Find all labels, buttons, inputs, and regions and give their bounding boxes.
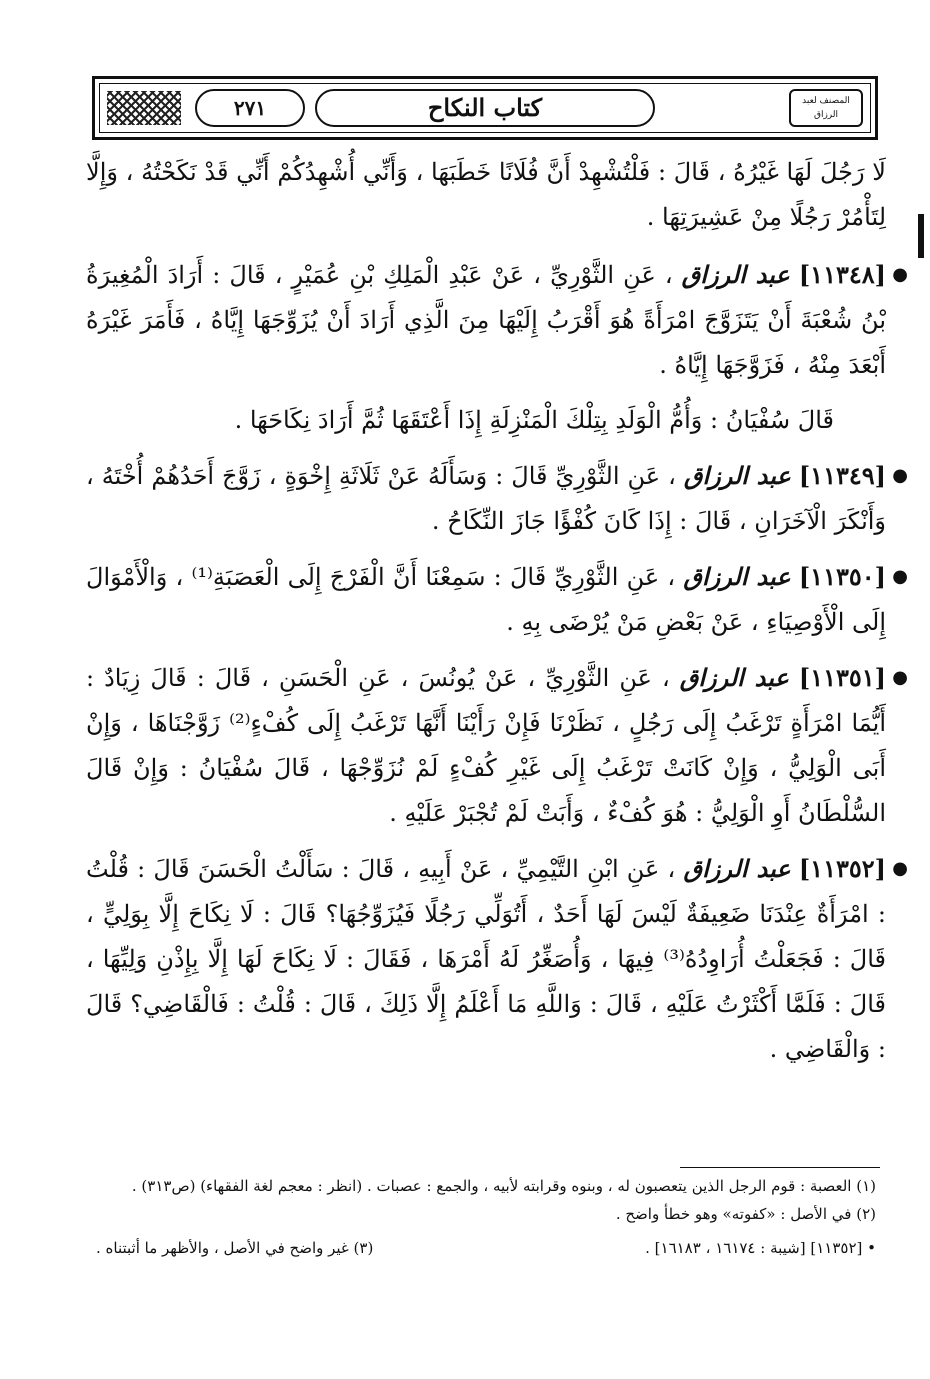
footnote-1: (١) العصبة : قوم الرجل الذين يتعصبون له ، وبنوه وقرابته لأبيه ، والجمع : عصبات . (انظر : معجم لغة الفقهاء) (ص٣١٣) . — [131, 1177, 876, 1195]
hadith-number: [١١٣٤٩] — [798, 461, 886, 490]
hadith-author: عبد الرزاق — [683, 562, 791, 591]
hadith-number: [١١٣٤٨] — [798, 260, 886, 289]
bullet-icon: ● — [892, 667, 908, 688]
hadith-11351 — [86, 655, 908, 836]
footnote-2: (٢) في الأصل : «كفوته» وهو خطأ واضح . — [615, 1205, 876, 1223]
bullet-icon: ● — [892, 465, 908, 486]
hadith-author: عبد الرزاق — [681, 260, 790, 289]
page-number: ٢٧١ — [195, 89, 305, 127]
paragraph-sufyan: قَالَ سُفْيَانُ : وَأُمُّ الْوَلَدِ بِتِلْكَ الْمَنْزِلَةِ إِذَا أَعْتَقَهَا ثُمَّ أَرَادَ نِكَاحَهَا . — [234, 406, 834, 434]
paragraph-continuation: لَا رَجُلَ لَهَا غَيْرُهُ ، قَالَ : فَلْتُشْهِدْ أَنَّ فُلَانًا خَطَبَهَا ، وَأَنِّي أُشْهِدُكُمْ أَنِّي قَدْ نَكَحْتُهُ ، وَإِلَّا لِتَأْمُرْ رَجُلًا مِنْ عَشِيرَتِهَا . — [86, 158, 886, 231]
hadith-text: ، عَنِ الثَّوْرِيِّ ، عَنْ يُونُسَ ، عَنِ الْحَسَنِ ، قَالَ : قَالَ زِيَادٌ : أَيُّمَا امْرَأَةٍ تَرْغَبُ إِلَى رَجُلٍ ، نَظَرْنَا فَإِنْ رَأَيْنَا أَنَّهَا تَرْغَبُ إِلَى كُفْءٍ⁽²⁾ زَوَّجْنَاهَا ، وَإِنْ أَبَى الْوَلِيُّ ، وَإِنْ كَانَتْ تَرْغَبُ إِلَى غَيْرِ كُفْءٍ لَمْ نُزَوِّجْهَا ، قَالَ سُفْيَانُ : وَإِنْ قَالَ السُّلْطَانُ أَوِ الْوَلِيُّ : هُوَ كُفْءٌ ، وَأَبَتْ لَمْ تُجْبَرْ عَلَيْهِ . — [86, 664, 886, 827]
hadith-11349 — [86, 453, 908, 544]
bullet-icon: ● — [892, 264, 908, 285]
page-header — [92, 76, 878, 140]
main-text — [86, 150, 908, 1082]
margin-mark — [918, 214, 924, 258]
hadith-text: ، عَنِ الثَّوْرِيِّ قَالَ : سَمِعْنَا أَنَّ الْفَرْجَ إِلَى الْعَصَبَةِ⁽¹⁾ ، وَالْأَمْوَالَ إِلَى الْأَوْصِيَاءِ ، عَنْ بَعْضِ مَنْ يُرْضَى بِهِ . — [86, 563, 886, 636]
hadith-text: ، عَنِ الثَّوْرِيِّ ، عَنْ عَبْدِ الْمَلِكِ بْنِ عُمَيْرٍ ، قَالَ : أَرَادَ الْمُغِيرَةُ بْنُ شُعْبَةَ أَنْ يَتَزَوَّجَ امْرَأَةً هُوَ أَقْرَبُ إِلَيْهَا مِنَ الَّذِي أَرَادَ أَنْ يُزَوِّجَهَا إِيَّاهُ ، فَأَمَرَ غَيْرَهُ أَبْعَدَ مِنْهُ ، فَزَوَّجَهَا إِيَّاهُ . — [86, 261, 886, 379]
footnotes — [96, 1172, 876, 1262]
hadith-author: عبد الرزاق — [683, 461, 791, 490]
hadith-number: [١١٣٥٢] — [798, 854, 886, 883]
hadith-number: [١١٣٥٠] — [798, 562, 886, 591]
ornament-left — [107, 91, 181, 125]
chapter-title: كتاب النكاح — [315, 89, 655, 127]
footnote-3: (٣) غير واضح في الأصل ، والأظهر ما أثبتناه . — [96, 1239, 374, 1257]
source-reference: • [١١٣٥٢] [شيبة : ١٦١٧٤ ، ١٦١٨٣] . — [645, 1239, 876, 1257]
footnote-divider — [680, 1167, 880, 1168]
footnote-row-last — [96, 1234, 876, 1262]
hadith-11348 — [86, 252, 908, 388]
hadith-11350 — [86, 554, 908, 645]
hadith-author: عبد الرزاق — [679, 663, 789, 692]
book-logo: المصنف لعبد الرزاق — [789, 89, 863, 127]
hadith-number: [١١٣٥١] — [798, 663, 886, 692]
hadith-author: عبد الرزاق — [683, 854, 791, 883]
hadith-text: ، عَنِ ابْنِ التَّيْمِيِّ ، عَنْ أَبِيهِ ، قَالَ : سَأَلْتُ الْحَسَنَ قَالَ : قُلْتُ : امْرَأَةٌ عِنْدَنَا ضَعِيفَةٌ لَيْسَ لَهَا أَحَدٌ ، أَتُوَلِّي رَجُلًا فَيُزَوِّجُهَا؟ قَالَ : لَا نِكَاحَ إِلَّا بِوَلِيٍّ ، قَالَ : فَجَعَلْتُ أُرَاوِدُهُ⁽³⁾ فِيهَا ، وَأُصَغِّرُ لَهُ أَمْرَهَا ، فَقَالَ : لَا نِكَاحَ لَهَا إِلَّا بِإِذْنِ وَلِيِّهَا ، قَالَ : فَلَمَّا أَكْثَرْتُ عَلَيْهِ ، قَالَ : وَاللَّهِ مَا أَعْلَمُ إِلَّا ذَلِكَ ، قَالَ : قُلْتُ : فَالْقَاضِي؟ قَالَ : وَالْقَاضِي . — [86, 855, 887, 1063]
bullet-icon: ● — [892, 858, 908, 879]
hadith-text: ، عَنِ الثَّوْرِيِّ قَالَ : وَسَأَلَهُ عَنْ ثَلَاثَةِ إِخْوَةٍ ، زَوَّجَ أَحَدُهُمْ أُخْتَهُ ، وَأَنْكَرَ الْآخَرَانِ ، قَالَ : إِذَا كَانَ كُفْؤًا جَازَ النِّكَاحُ . — [86, 462, 886, 535]
bullet-icon: ● — [892, 566, 908, 587]
hadith-11352 — [86, 846, 908, 1072]
